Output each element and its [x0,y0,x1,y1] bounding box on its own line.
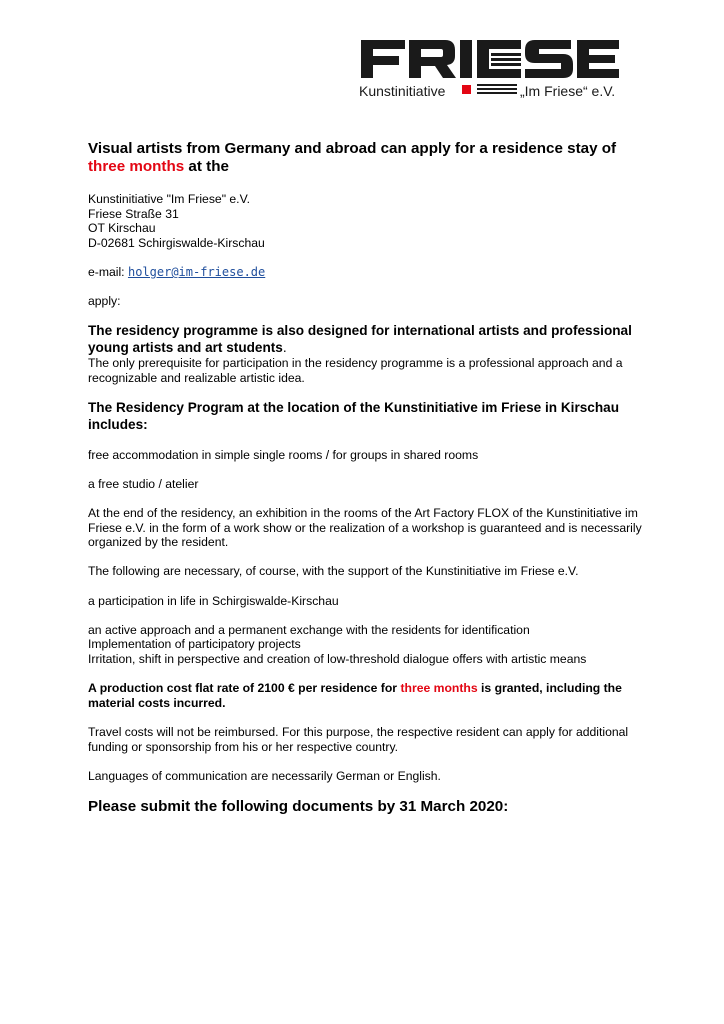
address-block [88,192,648,250]
includes-heading: The Residency Program at the location of the Kunstinitiative im Friese in Kirschau includes: [88,400,620,432]
necessary-item: Implementation of participatory projects [88,637,301,652]
languages: Languages of communication are necessarily German or English. [88,768,441,783]
apply-label: apply: [88,294,121,309]
email-line: e-mail: holger@im-friese.de [88,264,266,279]
document-body [88,140,648,816]
address-line: Friese Straße 31 [88,206,179,221]
address-line: Kunstinitiative "Im Friese" e.V. [88,192,250,206]
logo-red-square [462,85,471,94]
friese-logo [359,38,621,100]
travel-costs: Travel costs will not be reimbursed. For this purpose, the respective resident can apply for additional funding or sponsorship from his or her respective country. [88,725,629,754]
necessary-intro: The following are necessary, of course, with the support of the Kunstinitiative im Friese e.V. [88,564,579,579]
logo-tagline-right: „Im Friese“ e.V. [520,83,616,99]
logo-graphic [359,38,621,100]
necessary-item: a participation in life in Schirgiswalde-Kirschau [88,593,339,608]
email-link[interactable]: holger@im-friese.de [127,264,266,279]
includes-item: At the end of the residency, an exhibition in the rooms of the Art Factory FLOX of the Kunstinitiative im Friese e.V. in the form of a work show or the realization of a workshop is guaranteed and is necessarily organized by the resident. [88,506,642,550]
documents-heading: Please submit the following documents by 31 March 2020: [88,797,509,815]
production-highlight: three months [400,681,478,696]
address-line: OT Kirschau [88,221,156,236]
logo-tagline-left: Kunstinitiative [359,83,446,99]
production-cost: A production cost flat rate of 2100 € per residence for three months is granted, including the material costs incurred. [88,681,622,710]
intro-heading: The residency programme is also designed for international artists and professional young artists and art students. [88,323,632,355]
includes-item: a free studio / atelier [88,476,199,491]
necessary-item: Irritation, shift in perspective and creation of low-threshold dialogue offers with artistic means [88,652,587,667]
page-heading: Visual artists from Germany and abroad can apply for a residence stay of three months at the [88,140,617,175]
heading-highlight: three months [88,158,185,175]
includes-item: free accommodation in simple single rooms / for groups in shared rooms [88,447,479,462]
necessary-item: an active approach and a permanent exchange with the residents for identification [88,622,530,637]
address-line: D-02681 Schirgiswalde-Kirschau [88,235,265,250]
intro-text: The only prerequisite for participation in the residency programme is a professional approach and a recognizable and realizable artistic idea. [88,356,623,385]
